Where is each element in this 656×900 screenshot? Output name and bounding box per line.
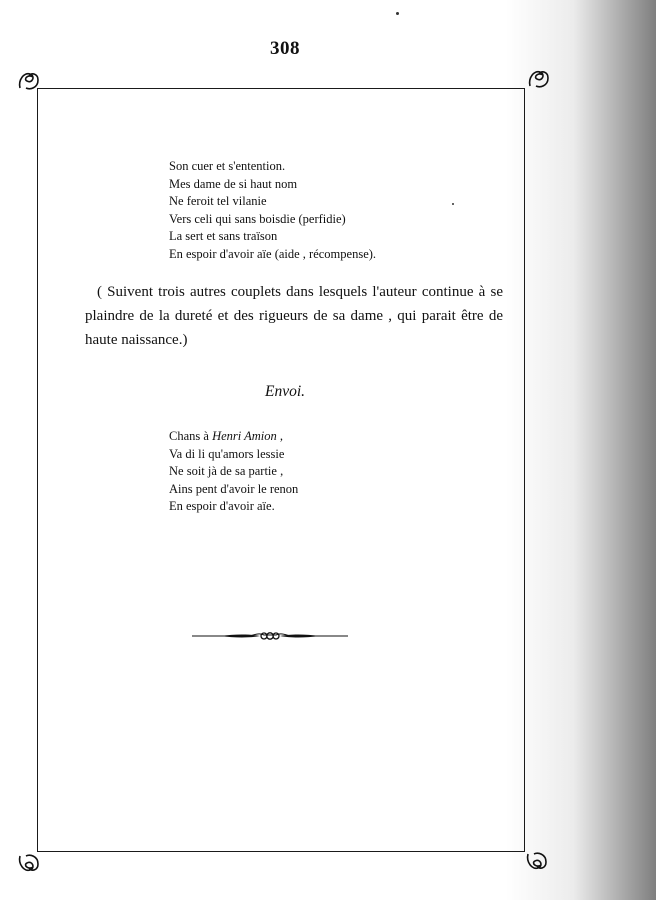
corner-fleuron-bottom-left-icon	[16, 850, 42, 876]
paper-speck	[452, 203, 454, 205]
verse-line: Mes dame de si haut nom	[169, 176, 298, 191]
verse-stanza-2	[169, 428, 298, 516]
verse-line-prefix: Chans à	[169, 429, 213, 443]
verse-line: En espoir d'avoir aïe.	[169, 499, 275, 514]
corner-fleuron-top-left-icon	[16, 68, 42, 94]
verse-line: Ne feroit tel vilanie	[169, 194, 267, 209]
verse-line: Son cuer et s'entention.	[169, 159, 286, 173]
page-edge-shadow	[506, 0, 656, 900]
verse-line-first	[169, 428, 298, 446]
verse-line: Ne soit jà de sa partie ,	[169, 464, 284, 479]
verse-line: Ains pent d'avoir le renon	[169, 481, 299, 496]
envoi-heading: Envoi.	[264, 383, 306, 400]
verse-line: La sert et sans traïson	[169, 229, 278, 244]
corner-fleuron-top-right-icon	[526, 66, 552, 92]
paper-speck	[396, 12, 399, 15]
page-number: 308	[270, 38, 300, 59]
verse-line: Va di li qu'amors lessie	[169, 446, 285, 461]
corner-fleuron-bottom-right-icon	[524, 848, 550, 874]
verse-line-name: Henri Amion ,	[212, 429, 284, 443]
verse-line: Vers celi qui sans boisdie (perfidie)	[169, 211, 346, 226]
tailpiece-rule-icon	[190, 626, 350, 646]
verse-stanza-1	[169, 158, 376, 264]
verse-line: En espoir d'avoir aïe (aide , récompense).	[169, 246, 377, 261]
prose-paragraph	[85, 280, 503, 352]
prose-text: ( Suivent trois autres couplets dans lesquels l'auteur continue à se plaindre de la dureté et des rigueurs de sa dame , qui parait être de haute naissance.)	[85, 284, 503, 348]
